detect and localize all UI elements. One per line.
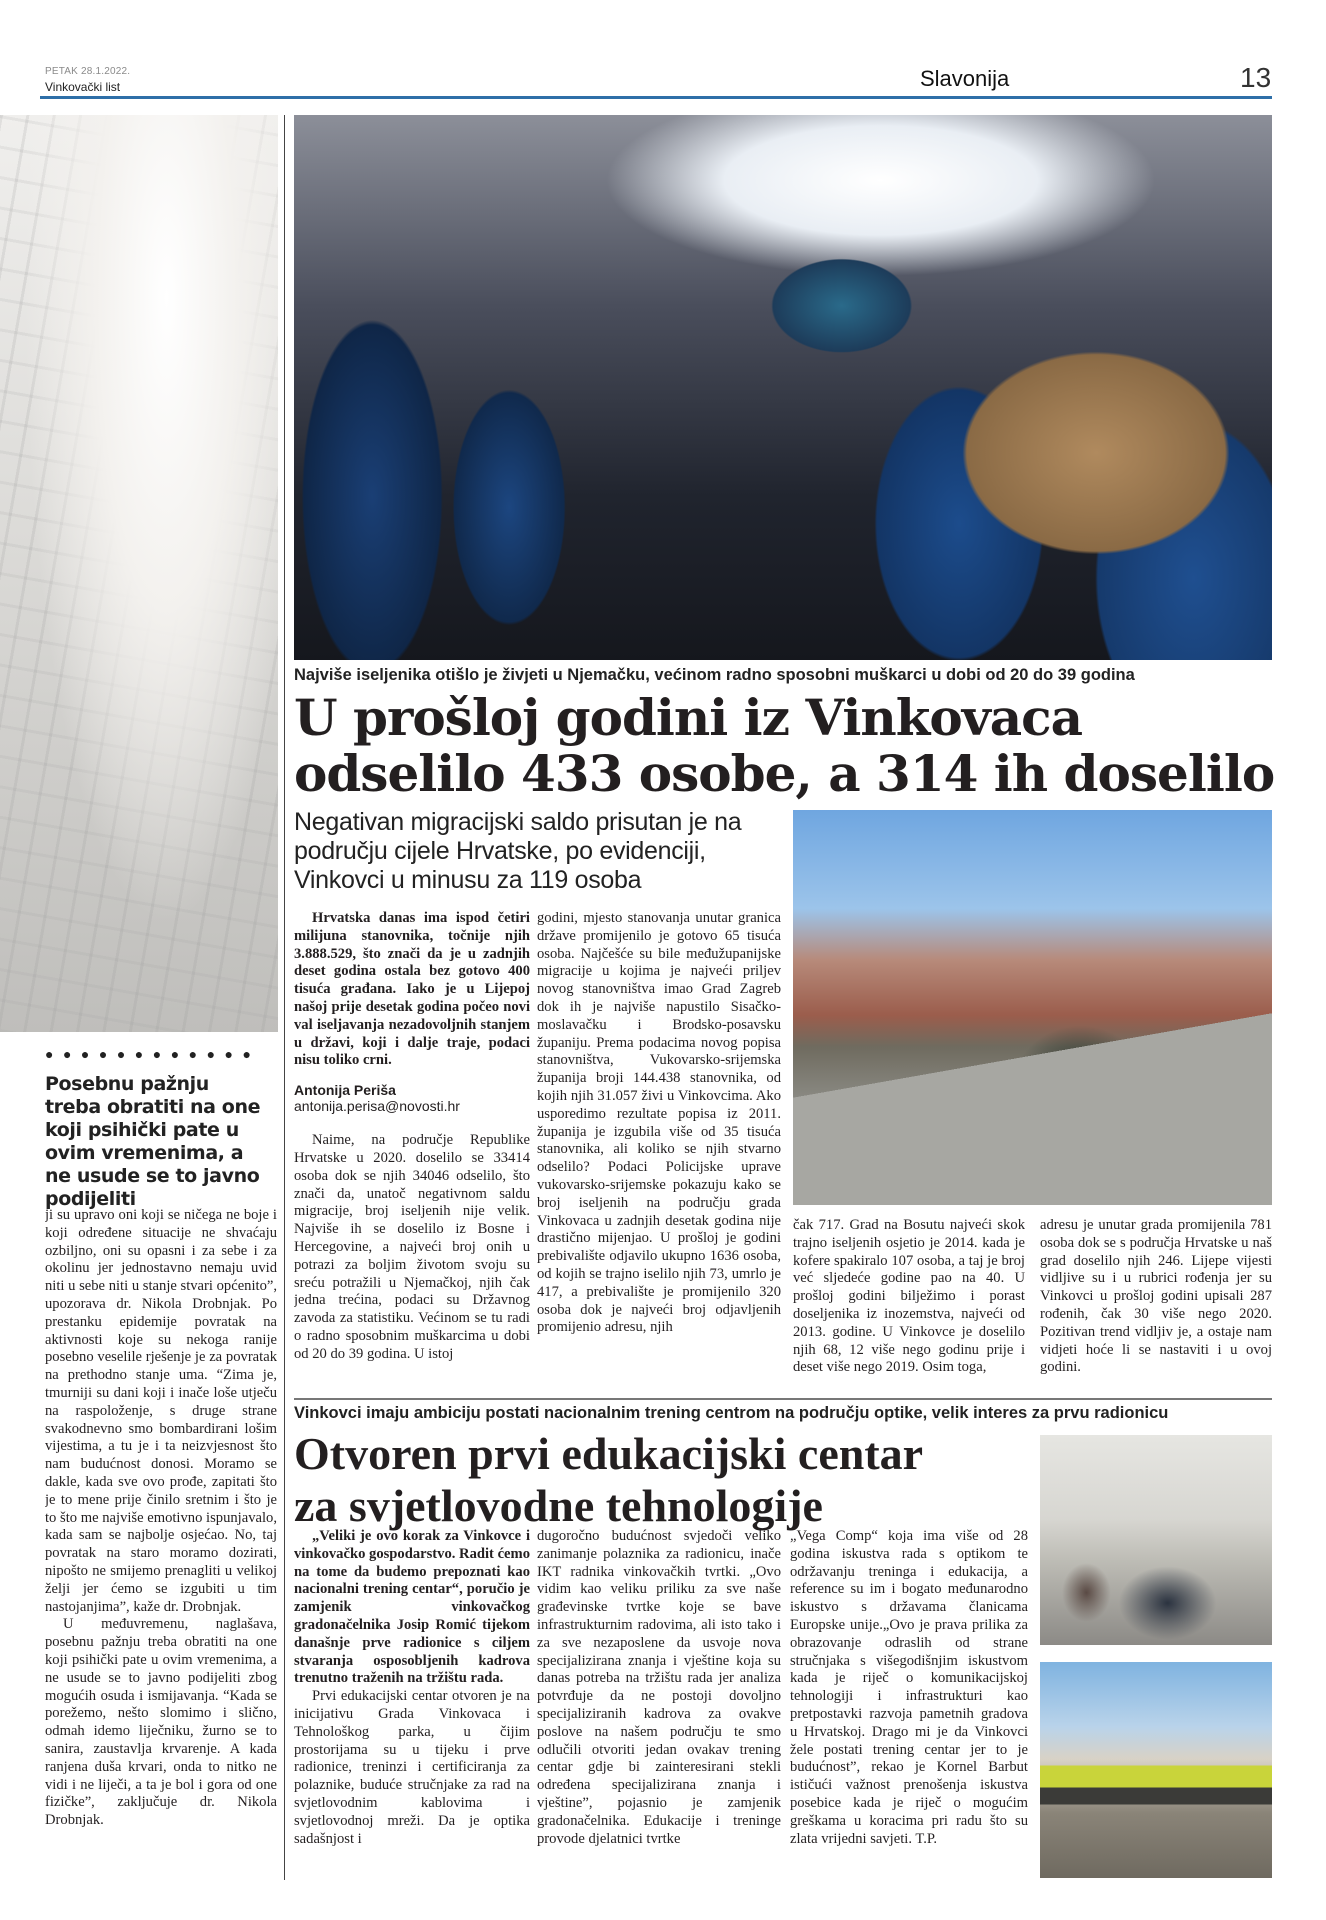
article1-deck: Negativan migracijski saldo prisutan je na području cijele Hrvatske, po evidenciji, Vinkovci u minusu za 119 osoba <box>294 808 742 894</box>
article2-paragraph: dugoročno budućnost svjedoči veliko zanimanje polaznika za radionicu, inače IKT radnika vinkovačkih tvrtki. „Ovo vidim kao veliku priliku za sve naše građevinske tvrtke koje se bave infrastrukturnim radovima, ali isto tako i za sve nezaposlene da usvoje nova specijalizirana znanja i vještine koja su danas potreba na tržištu rada jer analiza potvrđuje da ne postoji dovoljno specijaliziranih kadrova za ovakve poslove na našem području te smo odlučili otvoriti jedan ovakav trening centar gdje bi zainteresirani stekli određena specijalizirana znanja i vještine”, pojasnio je zamjenik gradonačelnika. Edukacije i treninge provode djelatnici tvrtke <box>537 1528 781 1847</box>
article-separator <box>294 1398 1272 1400</box>
article1-paragraph: Naime, na područje Republike Hrvatske u 2020. doselilo se 33414 osoba dok se njih 34046 odselilo, što znači da, unatoč negativnom saldu migracije, broj iseljenih nije velik. Najviše ih se doselilo iz Bosne i Hercegovine, a najveći broj onih u potrazi za boljim životom svoju su sreću potražili u Njemačkoj, njih čak jedna trećina, podaci su Državnog zavoda za statistiku. Većinom se tu radi o radno sposobnim muškarcima u dobi od 20 do 39 godina. U istoj <box>294 1132 530 1362</box>
sidebar-photo <box>0 115 278 1032</box>
classroom-photo <box>1040 1435 1272 1645</box>
article1-paragraph: čak 717. Grad na Bosutu najveći skok trajno iseljenih osjetio je 2014. kada je kofere spakiralo 107 osoba, a taj je broj već sljedeće godine pao na 40. U prošloj godini bilježimo i porast doseljenika iz inozemstva, najveći od 2013. godine. U Vinkovce je doselilo njih 68, 12 više nego godinu prije i deset više nego 2019. Osim toga, <box>793 1217 1025 1376</box>
article2-col3 <box>790 1528 1028 1888</box>
page-number: 13 <box>1240 62 1272 93</box>
issue-date: PETAK 28.1.2022. <box>45 66 131 77</box>
article1-lead: Hrvatska danas ima ispod četiri milijuna stanovnika, točnije njih 3.888.529, što znači da je u zadnjih deset godina ostala bez gotovo 400 tisuća građana. Iako je u Lijepoj našoj prije desetak godina počeo novi val iseljavanja nezadovoljnih stanjem u državi, koji i dalje traje, podaci nisu toliko crni. <box>294 910 530 1069</box>
article2-lead: „Veliki je ovo korak za Vinkovce i vinkovačko gospodarstvo. Radit ćemo na tome da budemo prepoznati kao nacionalni trening centar“, poručio je zamjenik vinkovačkog gradonačelnika Josip Romić tijekom današnje prve radionice s ciljem stvaranja osposobljenih kadrova trenutno traženih na tržištu rada. <box>294 1528 530 1687</box>
article1-author: Antonija Periša <box>294 1082 396 1099</box>
article2-paragraph: „Vega Comp“ koja ima više od 28 godina iskustva rada s optikom te održavanju treninga i edukacija, a reference su im i bogato međunarodno iskustvo s državama članicama Europske unije.„Ovo je prava prilika za obrazovanje odraslih od strane stručnjaka s višegodišnjim iskustvom kada je riječ o komunikacijskoj tehnologiji i infrastrukturi kao pretpostavki razvoja pametnih gradova u Hrvatskoj. Drago mi je da Vinkovci žele postati trening centar jer to je budućnost”, rekao je Kornel Barbut ističući važnost prenošenja iskustva posebice kada je riječ o mogućim greškama u koracima pri radu što su zlata vrijedni savjeti. T.P. <box>790 1528 1028 1847</box>
article1-headline <box>294 690 1284 802</box>
article1-paragraph: adresu je unutar grada promijenila 781 osoba dok se s područja Hrvatske u naš grad doselilo njih 246. Lijepe vijesti vidljive su i u rubrici rođenja jer su Vinkovci u prošloj godini upisali 287 rođenih, čak 30 više nego 2020. Pozitivan trend vidljiv je, a ostaje nam vidjeti hoće li se nastaviti i u ovoj godini. <box>1040 1217 1272 1376</box>
article1-kicker: Najviše iseljenika otišlo je živjeti u Njemačku, većinom radno sposobni muškarci u dobi od 20 do 39 godina <box>294 666 1135 684</box>
sidebar-body <box>45 1207 277 1887</box>
sidebar-paragraph: ji su upravo oni koji se ničega ne boje i koji određene situacije ne shvaćaju ozbiljno, oni su opasni i za sebe i za okolinu jer jednostavno nemaju uvid niti u sebe niti u stanje stvari općenito”, upozorava dr. Nikola Drobnjak. Po prestanku epidemije povratak na aktivnosti koje su nekoga ranije posebno veselile rješenje je za povratak na prethodno stanje uma. “Zima je, tmurniji su dani koji i inače loše utječu na raspoloženje, s druge strane svakodnevno smo bombardirani lošim vijestima, a tu je i ta neizvjesnost što nam budućnost donosi. Moramo se dakle, kada sve ovo prođe, zapitati što je to mene prije činilo sretnim i što je to što me najviše emotivno ispunjavalo, kada sam se najbolje osjećao. No, taj povratak na staro moramo dozirati, nipošto ne smijemo prenagliti u velikoj želji jer ćemo se izgubiti u tim nastojanjima”, kaže dr. Drobnjak. <box>45 1207 277 1615</box>
article2-headline <box>294 1428 1034 1532</box>
sidebar-paragraph: U međuvremenu, naglašava, posebnu pažnju treba obratiti na one koji psihički pate u ovim vremenima, a ne usude se to javno podijeliti zbog mogućih osuda i ismijavanja. “Kada se porežemo, nešto slomimo i slično, odmah idemo liječniku, žurno se to sanira, zaustavlja krvarenje. A kada ranjena duša krvari, onda to nitko ne vidi i ne liječi, a ta je bol i gora od one fizičke”, zaključuje dr. Nikola Drobnjak. <box>45 1616 277 1829</box>
article2-col2 <box>537 1528 781 1888</box>
bus-interior-photo <box>294 115 1272 660</box>
town-square-photo <box>793 810 1272 1205</box>
article1-headline-line: odselilo 433 osobe, a 314 ih doselilo <box>294 744 1275 803</box>
outdoor-group-photo <box>1040 1662 1272 1878</box>
newspaper-name: Vinkovački list <box>45 80 121 94</box>
article1-col2 <box>537 910 781 1396</box>
sidebar-divider <box>284 115 285 1880</box>
sidebar-headline: Posebnu pažnju treba obratiti na one koji psihički pate u ovim vremenima, a ne usude se to javno podijeliti <box>45 1073 261 1210</box>
sidebar-dots-divider: ●●●●●●●●●●●● <box>45 1048 261 1063</box>
article1-col3 <box>793 1217 1025 1397</box>
article1-headline-line: U prošloj godini iz Vinkovaca <box>294 688 1083 747</box>
article2-headline-line: za svjetlovodne tehnologije <box>294 1480 823 1531</box>
article1-author-email[interactable]: antonija.perisa@novosti.hr <box>294 1098 460 1115</box>
article1-paragraph: godini, mjesto stanovanja unutar granica države promijenilo je gotovo 65 tisuća osoba. Najčešće su bile međužupanijske migracije u kojima je najveći priljev novog stanovništva imao Grad Zagreb dok ih je najviše napustilo Sisačko-moslavačku i Brodsko-posavsku županiju. Prema podacima novog popisa stanovništva, Vukovarsko-srijemska županija broji 144.438 stanovnika, od kojih njih 31.057 živi u Vinkovcima. Ako usporedimo rezultate popisa iz 2011. županija je izgubila više od 35 tisuća stanovnika, ali koliko se njih stvarno odselilo? Podaci Policijske uprave vukovarsko-srijemske pokazuju kako se broj iseljenih na području grada Vinkovaca u zadnjih desetak godina nije drastično mijenjao. U prošloj je godini prebivalište odjavilo ukupno 1636 osoba, od kojih se trajno iselilo njih 73, umrlo je 417, a prebivalište je promijenilo 320 osoba dok je najveći broj odjavljenih promijenio adresu, njih <box>537 910 781 1336</box>
article1-col4 <box>1040 1217 1272 1397</box>
article2-col1 <box>294 1528 530 1888</box>
section-title: Slavonija <box>920 66 1010 91</box>
article2-paragraph: Prvi edukacijski centar otvoren je na inicijativu Grada Vinkovaca i Tehnološkog parka, u čijim prostorijama su u tijeku i prve radionice, treninzi i certificiranja za polaznike, buduće stručnjake za rad na svjetlovodnim kablovima i svjetlovodnoj mreži. Da je optika sadašnjost i <box>294 1688 530 1847</box>
article2-headline-line: Otvoren prvi edukacijski centar <box>294 1428 924 1479</box>
header-rule <box>40 96 1272 99</box>
article2-kicker: Vinkovci imaju ambiciju postati nacionalnim trening centrom na području optike, velik interes za prvu radionicu <box>294 1404 1169 1422</box>
article1-col1 <box>294 910 530 1396</box>
